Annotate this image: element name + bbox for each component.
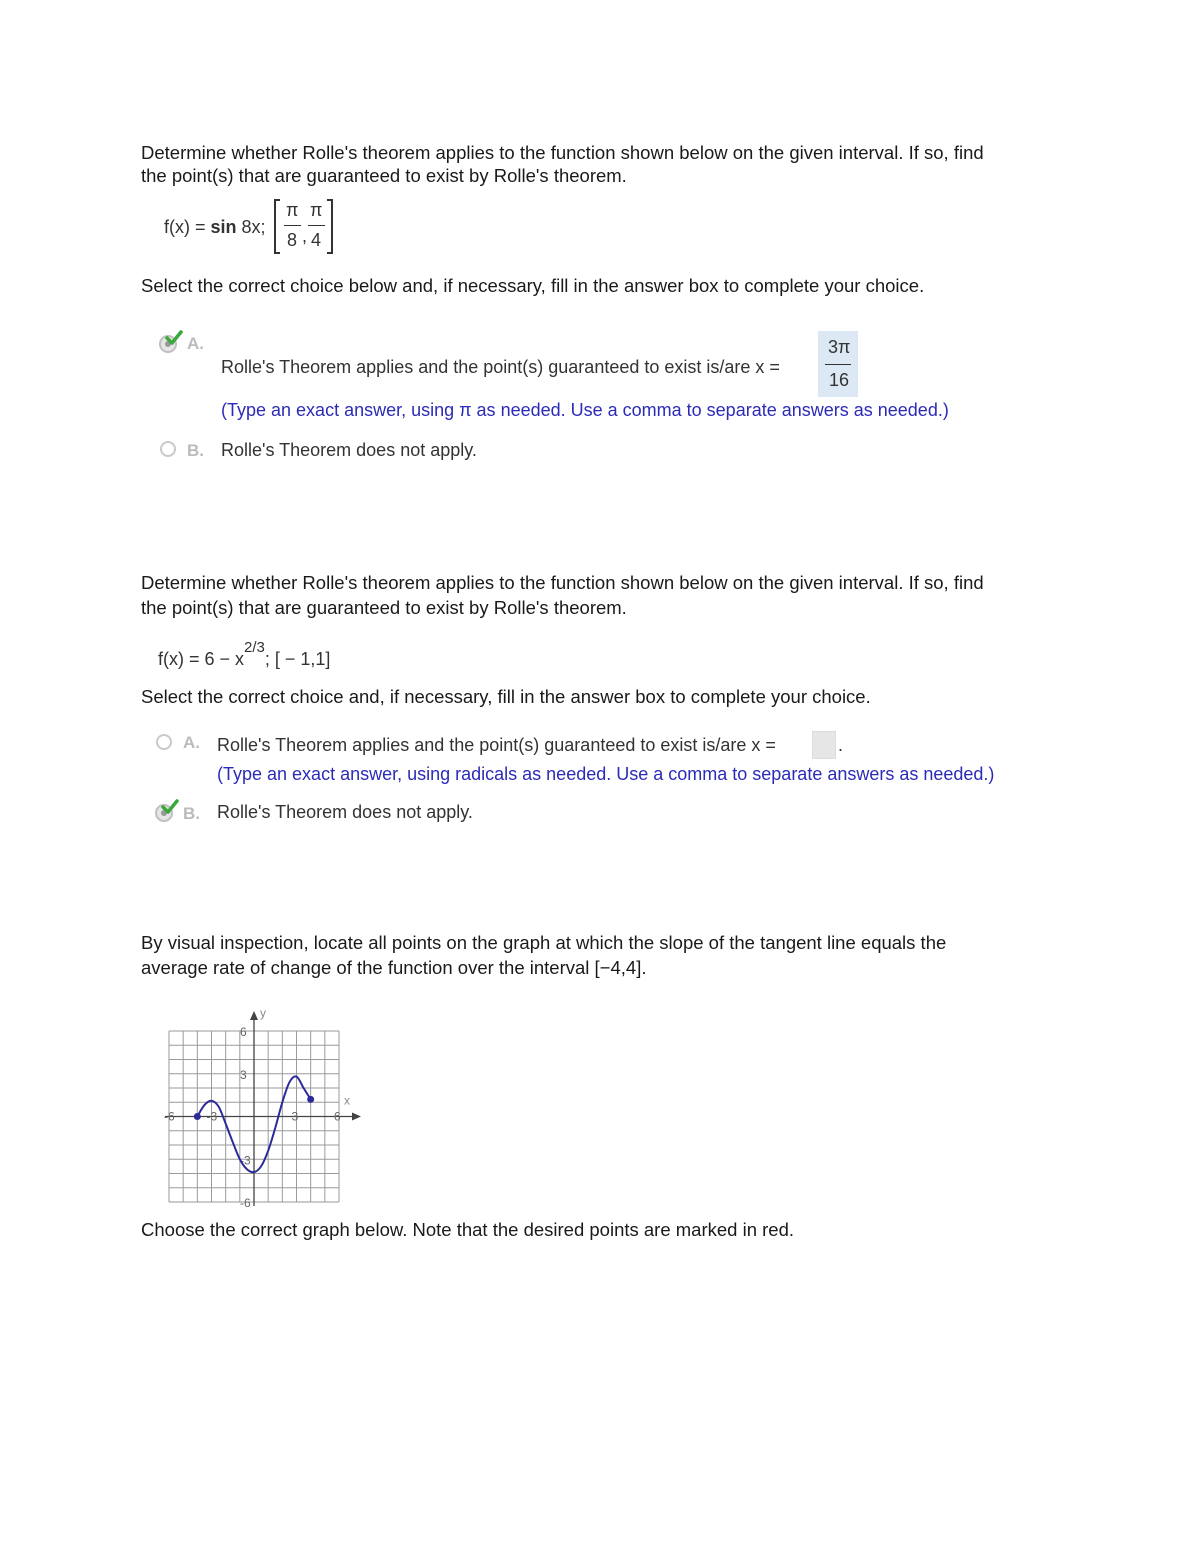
q1-func-sin: sin	[210, 217, 237, 237]
q3-prompt-line1: By visual inspection, locate all points on the graph at which the slope of the tangent line equals the	[141, 932, 947, 953]
q1-choice-a-letter: A.	[187, 334, 204, 353]
y-tick-label: 3	[240, 1067, 247, 1082]
checkmark-icon	[165, 330, 183, 346]
graph-x-label: x	[344, 1093, 350, 1108]
q1-choice-a-hint: (Type an exact answer, using π as needed. Use a comma to separate answers as needed.)	[221, 400, 949, 420]
q1-prompt-line2: the point(s) that are guaranteed to exist by Rolle's theorem.	[141, 165, 627, 186]
x-tick-label: -6	[164, 1109, 175, 1124]
y-tick-label: -3	[240, 1153, 251, 1168]
q1-prompt-line1: Determine whether Rolle's theorem applies to the function shown below on the given interval. If so, find	[141, 142, 984, 163]
graph-axes	[165, 1011, 361, 1206]
q1-interval-comma: ,	[302, 226, 308, 246]
checkmark-icon	[161, 799, 179, 815]
q2-choice-a-text: Rolle's Theorem applies and the point(s) guaranteed to exist is/are x =	[217, 735, 776, 755]
q1-answer-fracline	[825, 364, 851, 365]
q1-function	[164, 217, 266, 238]
q1-interval-num2: π	[310, 200, 323, 220]
q1-interval-bracket-left	[274, 199, 280, 254]
q2-func-text: f(x) = 6 − x	[158, 649, 245, 669]
q1-choice-a-text: Rolle's Theorem applies and the point(s) guaranteed to exist is/are x =	[221, 357, 780, 377]
q1-interval-fracline1	[284, 225, 301, 226]
y-axis-arrow-icon	[250, 1011, 258, 1020]
q1-answer-box[interactable]	[818, 331, 858, 397]
q1-choice-a-radio[interactable]	[159, 335, 179, 355]
curve-endpoint	[307, 1096, 314, 1103]
q2-choice-a-letter: A.	[183, 733, 200, 752]
q1-answer-den: 16	[829, 370, 850, 390]
q2-function	[158, 639, 331, 670]
q1-answer-num: 3π	[828, 337, 851, 357]
q2-choice-b-letter: B.	[183, 804, 200, 823]
graph-ticks	[164, 1025, 341, 1210]
q2-choice-a-period: .	[838, 735, 844, 755]
q1-interval-num1: π	[286, 200, 299, 220]
y-tick-label: 6	[240, 1025, 247, 1039]
q2-prompt-line1: Determine whether Rolle's theorem applies to the function shown below on the given interval. If so, find	[141, 572, 984, 593]
x-tick-label: -3	[206, 1109, 218, 1124]
q2-answer-box[interactable]	[812, 731, 836, 759]
q3-choose-text: Choose the correct graph below. Note that the desired points are marked in red.	[141, 1219, 795, 1240]
q2-choice-b-radio[interactable]	[155, 804, 175, 824]
q1-func-arg: 8x;	[236, 217, 266, 237]
q2-choice-b-text: Rolle's Theorem does not apply.	[217, 802, 473, 822]
q2-func-exp: 2/3	[244, 639, 265, 656]
q1-interval-bracket-right	[327, 199, 333, 254]
q1-choice-b-text: Rolle's Theorem does not apply.	[221, 440, 477, 460]
q1-select-text: Select the correct choice below and, if necessary, fill in the answer box to complete your choice.	[141, 275, 925, 296]
q2-choice-a-radio[interactable]	[156, 734, 172, 750]
q1-func-prefix: f(x) =	[164, 217, 211, 237]
q1-choice-b-letter: B.	[187, 441, 204, 460]
y-tick-label: -6	[240, 1196, 251, 1210]
q3-graph	[150, 1000, 380, 1215]
q1-interval-den1: 8	[287, 230, 298, 250]
curve-endpoint	[194, 1113, 201, 1120]
q1-interval-den2: 4	[311, 230, 322, 250]
q1-interval-fracline2	[308, 225, 325, 226]
q2-prompt-line2: the point(s) that are guaranteed to exist by Rolle's theorem.	[141, 597, 627, 618]
x-axis-arrow-icon	[352, 1113, 361, 1121]
q1-choice-b-radio[interactable]	[160, 441, 176, 457]
q3-prompt-line2: average rate of change of the function over the interval [−4,4].	[141, 957, 647, 978]
q2-choice-a-hint: (Type an exact answer, using radicals as needed. Use a comma to separate answers as needed.)	[217, 764, 995, 784]
q2-func-interval: ; [ − 1,1]	[264, 649, 331, 669]
x-tick-label: 3	[291, 1109, 299, 1124]
x-tick-label: 6	[334, 1109, 341, 1124]
graph-y-label: y	[260, 1006, 266, 1020]
q2-select-text: Select the correct choice and, if necessary, fill in the answer box to complete your choice.	[141, 686, 871, 707]
